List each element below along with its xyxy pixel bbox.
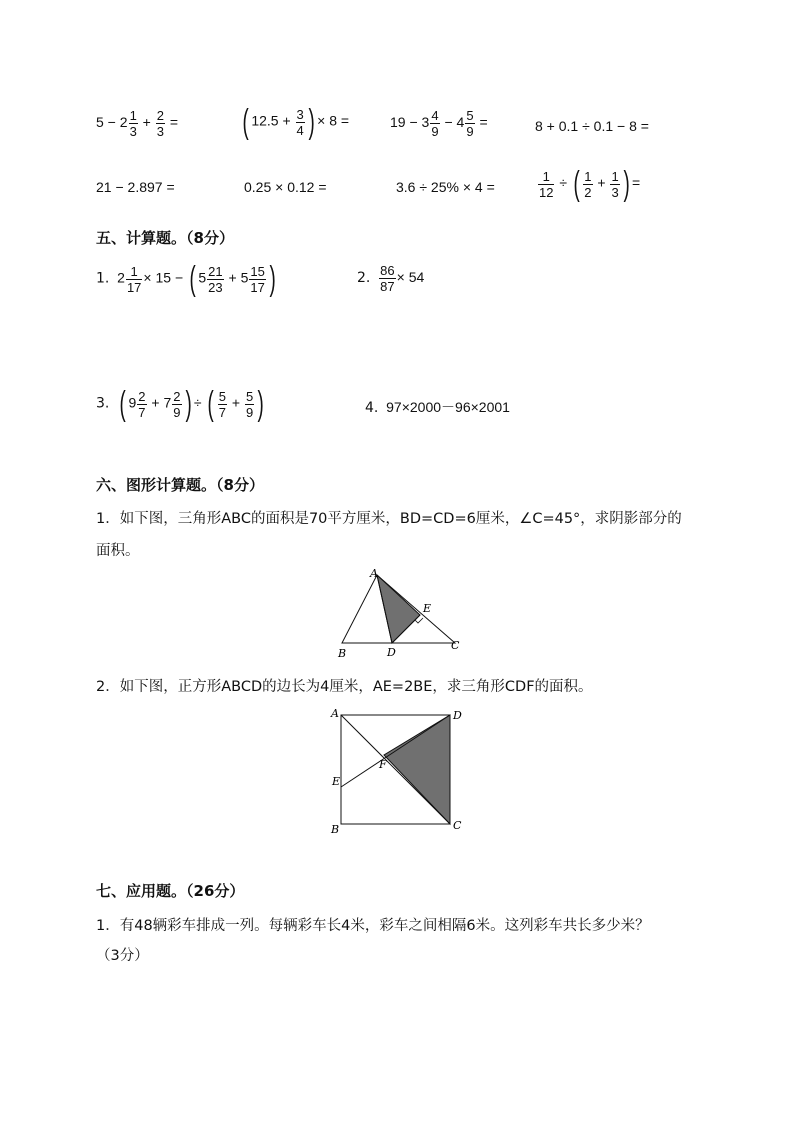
- figure-square-abcd: [326, 705, 471, 840]
- fraction: $\frac{5}{9}$: [245, 388, 254, 420]
- label-e: E: [423, 602, 432, 615]
- s5-q2: 2. $\frac{86}{87}$ × 54: [357, 263, 425, 294]
- s7-q1-line1: 1．有48辆彩车排成一列。每辆彩车长4米，彩车之间相隔6米。这列彩车共长多少米？: [96, 918, 650, 934]
- label-b: B: [331, 823, 340, 836]
- shaded-triangle-cdf: [384, 715, 450, 824]
- fraction: $\frac{2}{3}$: [156, 108, 164, 139]
- label-c: C: [451, 639, 460, 652]
- section-7-title: 七、应用题。（26分）: [96, 882, 245, 900]
- label-d: D: [387, 646, 396, 659]
- figure-triangle-abc: [330, 565, 465, 660]
- s6-q1-line1: 1．如下图，三角形ABC的面积是70平方厘米，BD=CD=6厘米，∠C=45°，求阴影部分的: [96, 511, 682, 527]
- s5-q3: 3. ( 9 $\frac{2}{7}$ + 7 $\frac{2}{9}$ ) ÷ ( $\frac{5}{7}$ + $\frac{5}{9}$ ): [96, 385, 264, 423]
- expr-r1-3: 19 − 3 $\frac{4}{9}$ − 4 $\frac{5}{9}$ =: [390, 108, 488, 139]
- s5-q4: 4. 97×2000－96×2001: [365, 399, 510, 416]
- section-5-title: 五、计算题。（8分）: [96, 229, 234, 247]
- fraction: $\frac{2}{9}$: [173, 388, 181, 420]
- label-d: D: [453, 709, 462, 722]
- expr-r2-1: 21 − 2.897 =: [96, 179, 175, 195]
- expr-r1-1: 5 − 2 $\frac{1}{3}$ + $\frac{2}{3}$ =: [96, 108, 179, 139]
- label-a: A: [331, 707, 339, 720]
- fraction: $\frac{5}{7}$: [218, 388, 226, 420]
- fraction: $\frac{5}{9}$: [466, 108, 474, 139]
- s7-q1-line2: （3分）: [96, 948, 149, 964]
- label-e: E: [332, 775, 341, 788]
- expr-r1-2: ( 12.5 + $\frac{3}{4}$ ) × 8 =: [242, 103, 350, 141]
- fraction: $\frac{1}{3}$: [611, 168, 619, 200]
- fraction: $\frac{1}{17}$: [126, 263, 142, 295]
- fraction: $\frac{3}{4}$: [296, 106, 304, 138]
- expr-r2-2: 0.25 × 0.12 =: [244, 179, 327, 195]
- fraction: $\frac{86}{87}$: [380, 263, 395, 294]
- fraction: $\frac{4}{9}$: [431, 108, 439, 139]
- fraction: $\frac{21}{23}$: [208, 263, 223, 295]
- shaded-triangle-ade: [377, 575, 420, 643]
- expr-r2-3: 3.6 ÷ 25% × 4 =: [396, 179, 495, 195]
- s5-q1: 1. 2 $\frac{1}{17}$ × 15 − ( 5 $\frac{21}{23}$ + 5 $\frac{15}{17}$ ): [96, 260, 276, 298]
- label-c: C: [453, 819, 462, 832]
- fraction: $\frac{1}{12}$: [539, 168, 554, 200]
- s6-q2-line1: 2．如下图，正方形ABCD的边长为4厘米，AE=2BE，求三角形CDF的面积。: [96, 679, 593, 695]
- fraction: $\frac{2}{7}$: [138, 388, 146, 420]
- fraction: $\frac{15}{17}$: [250, 263, 265, 295]
- label-b: B: [338, 647, 347, 660]
- section-6-title: 六、图形计算题。（8分）: [96, 476, 264, 494]
- expr-r2-4: $\frac{1}{12}$ ÷ ( $\frac{1}{2}$ + $\frac{1}{3}$ ) =: [539, 165, 641, 203]
- label-a: A: [370, 567, 378, 580]
- expr-r1-4: 8 + 0.1 ÷ 0.1 − 8 =: [535, 118, 649, 134]
- label-f: F: [379, 758, 387, 771]
- fraction: $\frac{1}{2}$: [584, 168, 592, 200]
- s6-q1-line2: 面积。: [96, 543, 140, 559]
- fraction: $\frac{1}{3}$: [129, 108, 137, 139]
